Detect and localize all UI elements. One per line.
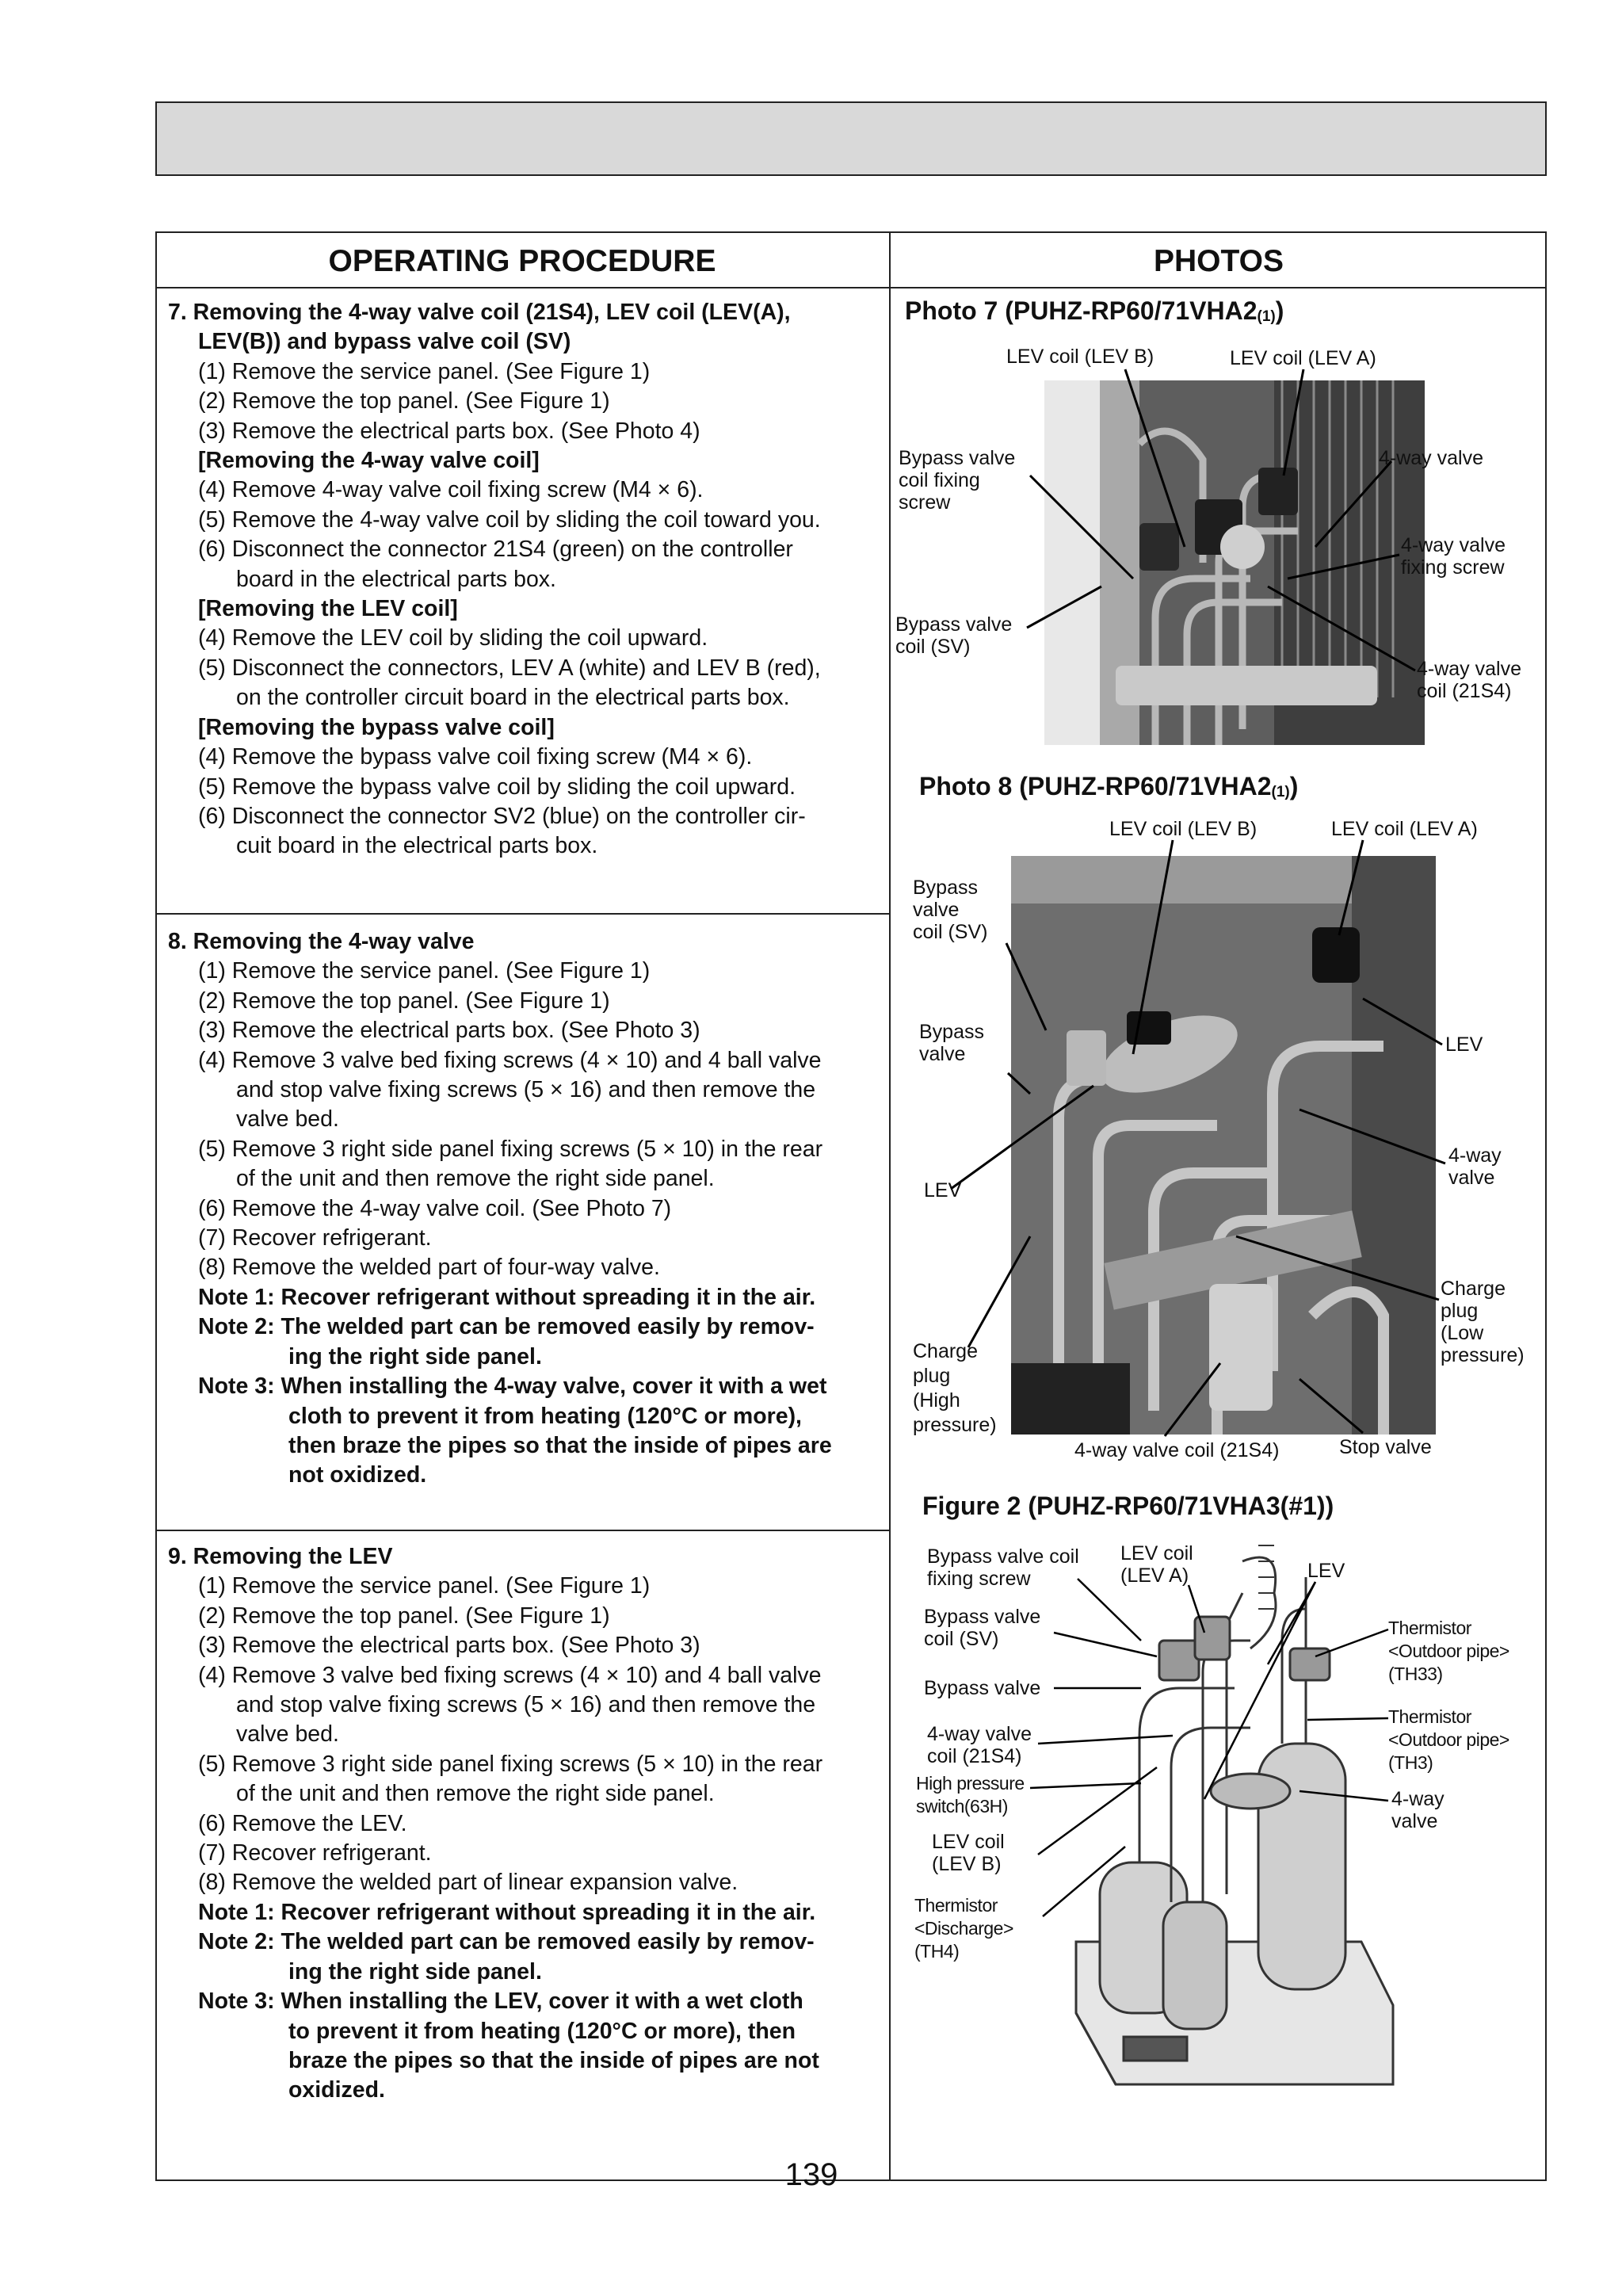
label-line: High pressure [916,1773,1025,1794]
figure-2-label-th4 [914,1894,1013,1963]
figure-2-label-th3 [1388,1706,1509,1775]
note: Note 2: The welded part can be removed easily by remov- [198,1314,815,1340]
label-line: valve [919,1043,966,1065]
note-cont: braze the pipes so that the inside of pipes are not [288,2047,819,2073]
label-line: Charge [1441,1278,1506,1300]
step: (5) Disconnect the connectors, LEV A (white) and LEV B (red), [198,655,821,681]
step-cont: of the unit and then remove the right side panel. [236,1166,715,1192]
step: (4) Remove the bypass valve coil fixing screw (M4 × 6). [198,744,753,770]
photo-7-illustration [1044,380,1425,745]
label-line: 4-way valve [1417,658,1521,680]
label-line: 4-way [1391,1788,1445,1810]
label-line: <Outdoor pipe> [1388,1641,1509,1661]
figure-2-illustration [1044,1530,1409,2116]
note-cont: ing the right side panel. [288,1343,542,1370]
step: (1) Remove the service panel. (See Figure 1) [198,358,651,384]
section-8-procedure [168,927,886,1491]
note-cont: cloth to prevent it from heating (120°C or more), [288,1403,802,1429]
label-line: Bypass valve [924,1606,1041,1628]
photo-7-title [905,296,1284,326]
photo-7-label-4way-valve: 4-way valve [1379,447,1483,469]
header-bar [155,101,1547,176]
step: (2) Remove the top panel. (See Figure 1) [198,988,610,1014]
label-line: (TH3) [1388,1752,1433,1773]
label-line: <Outdoor pipe> [1388,1729,1509,1750]
column-divider [889,231,891,2181]
step-cont: on the controller circuit board in the electrical parts box. [236,685,790,711]
step: (7) Recover refrigerant. [198,1840,432,1866]
label-line: coil (21S4) [1417,680,1512,702]
label-line: Bypass valve [899,447,1016,469]
label-line: switch(63H) [916,1796,1008,1817]
step-cont: board in the electrical parts box. [236,566,556,592]
section-7-procedure [168,298,886,861]
step: (6) Disconnect the connector 21S4 (green) on the controller [198,537,793,563]
label-line: valve [1448,1167,1495,1189]
note-cont: to prevent it from heating (120°C or more), then [288,2018,796,2044]
label-line: 4-way valve [927,1723,1032,1745]
photo-7-label-4way-screw [1401,534,1506,579]
photo-8-label-bypass-coil [913,877,987,943]
step: (5) Remove 3 right side panel fixing screws (5 × 10) in the rear [198,1136,823,1162]
step: (4) Remove 3 valve bed fixing screws (4 × 10) and 4 ball valve [198,1047,822,1073]
step-cont: and stop valve fixing screws (5 × 16) and then remove the [236,1692,816,1718]
figure-2-label-lev: LEV [1307,1560,1345,1582]
header-row-divider [155,287,1547,288]
page-number: 139 [784,2157,838,2192]
label-line: fixing screw [927,1568,1031,1590]
label-line: plug [1441,1300,1479,1322]
step: (8) Remove the welded part of linear expansion valve. [198,1870,738,1896]
photo-8-label-lev-b: LEV coil (LEV B) [1109,818,1258,840]
section-divider-7-8 [155,913,891,915]
photo-7-title-text: Photo 7 (PUHZ-RP60/71VHA2 [905,296,1258,325]
photo-7-label-bypass-coil [895,613,1012,658]
step: (3) Remove the electrical parts box. (See Photo 3) [198,1018,700,1044]
label-line: Bypass [919,1021,984,1043]
photo-8-image [1011,856,1436,1435]
note-cont: then braze the pipes so that the inside of pipes are [288,1432,832,1458]
section-9-title: 9. Removing the LEV [168,1544,393,1569]
label-line: Charge [913,1340,978,1362]
label-line: coil (21S4) [927,1745,1022,1767]
step: (5) Remove the 4-way valve coil by sliding the coil toward you. [198,506,821,533]
label-line: valve [913,899,960,921]
photo-7-label-lev-b: LEV coil (LEV B) [1006,346,1154,368]
photo-8-label-stop-valve: Stop valve [1339,1436,1432,1458]
figure-2-label-4way-coil [927,1723,1032,1767]
photo-7-label-4way-coil [1417,658,1521,702]
note: Note 3: When installing the LEV, cover it with a wet cloth [198,1988,803,2015]
label-line: Bypass [913,877,978,899]
label-line: LEV coil [932,1831,1005,1853]
label-line: 4-way [1448,1144,1502,1167]
photo-8-title-text: Photo 8 (PUHZ-RP60/71VHA2 [919,772,1272,800]
step: (4) Remove 4-way valve coil fixing screw (M4 × 6). [198,477,704,503]
label-line: Bypass valve coil [927,1545,1079,1568]
step: (2) Remove the top panel. (See Figure 1) [198,1603,610,1629]
figure-2-image [1044,1530,1409,2116]
step: (6) Remove the 4-way valve coil. (See Photo 7) [198,1195,672,1221]
subsection-heading: [Removing the bypass valve coil] [198,714,555,740]
photo-8-label-4way-valve [1448,1144,1502,1189]
figure-2-label-4way-valve [1391,1788,1445,1832]
section-9-procedure [168,1542,886,2106]
section-divider-8-9 [155,1530,891,1531]
label-line: <Discharge> [914,1918,1013,1939]
label-line: (LEV A) [1120,1564,1189,1587]
photo-8-label-lev-right: LEV [1445,1033,1483,1056]
label-line: (LEV B) [932,1853,1002,1875]
figure-2-label-bypass-screw [927,1545,1079,1590]
label-line: coil (SV) [895,636,971,658]
step: (3) Remove the electrical parts box. (See Photo 4) [198,418,700,444]
subsection-heading: [Removing the 4-way valve coil] [198,448,540,474]
figure-2-label-th33 [1388,1617,1509,1686]
photo-7-image [1044,380,1425,745]
procedure-column-heading: OPERATING PROCEDURE [328,244,716,278]
step: (4) Remove 3 valve bed fixing screws (4 × 10) and 4 ball valve [198,1662,822,1688]
figure-2-label-lev-coil-a [1120,1542,1193,1587]
step: (8) Remove the welded part of four-way valve. [198,1255,660,1281]
note-cont: oxidized. [288,2077,385,2103]
subsection-heading: [Removing the LEV coil] [198,596,458,622]
photo-7-title-end: ) [1275,296,1284,325]
label-line: fixing screw [1401,556,1505,579]
label-line: (TH4) [914,1941,960,1962]
photo-7-title-sub: (1) [1257,308,1276,325]
note: Note 2: The welded part can be removed easily by remov- [198,1929,815,1955]
step-cont: valve bed. [236,1721,339,1748]
step: (3) Remove the electrical parts box. (See Photo 3) [198,1633,700,1659]
photo-7-label-lev-a: LEV coil (LEV A) [1230,347,1376,369]
figure-2-title: Figure 2 (PUHZ-RP60/71VHA3(#1)) [922,1492,1334,1520]
step: (1) Remove the service panel. (See Figure 1) [198,1573,651,1599]
section-7-title-cont: LEV(B)) and bypass valve coil (SV) [198,329,571,355]
label-line: Thermistor [1388,1706,1471,1727]
step-cont: valve bed. [236,1106,339,1133]
note: Note 1: Recover refrigerant without spreading it in the air. [198,1899,816,1925]
label-line: 4-way valve [1401,534,1506,556]
label-line: valve [1391,1810,1438,1832]
step: (6) Disconnect the connector SV2 (blue) on the controller cir- [198,803,806,829]
photo-7-label-bypass-screw [899,447,1015,514]
step-cont: of the unit and then remove the right side panel. [236,1781,715,1807]
label-line: (TH33) [1388,1664,1443,1684]
label-line: coil (SV) [924,1628,999,1650]
label-line: Thermistor [1388,1618,1471,1638]
step: (5) Remove the bypass valve coil by sliding the coil upward. [198,774,796,800]
label-line: screw [899,491,951,514]
note-cont: not oxidized. [288,1462,427,1488]
label-line: pressure) [1441,1344,1525,1366]
figure-2-label-hp-switch [916,1772,1025,1818]
figure-2-label-lev-coil-b [932,1831,1005,1875]
label-line: Bypass valve [895,613,1013,636]
step: (7) Recover refrigerant. [198,1225,432,1251]
label-line: (High [913,1389,960,1412]
step-cont: cuit board in the electrical parts box. [236,833,598,859]
photo-8-label-charge-low [1441,1278,1525,1366]
label-line: coil (SV) [913,921,988,943]
label-line: (Low [1441,1322,1484,1344]
step: (2) Remove the top panel. (See Figure 1) [198,388,610,415]
label-line: coil fixing [899,469,980,491]
photo-8-label-4way-coil: 4-way valve coil (21S4) [1074,1439,1280,1461]
label-line: plug [913,1365,951,1387]
section-7-title: 7. Removing the 4-way valve coil (21S4), LEV coil (LEV(A), [168,300,791,325]
photo-8-label-charge-high [913,1339,997,1438]
step: (5) Remove 3 right side panel fixing screws (5 × 10) in the rear [198,1751,823,1777]
step: (4) Remove the LEV coil by sliding the coil upward. [198,625,708,651]
photo-8-illustration [1011,856,1436,1435]
note-cont: ing the right side panel. [288,1958,542,1985]
label-line: LEV coil [1120,1542,1193,1564]
figure-2-label-bypass-valve: Bypass valve [924,1677,1041,1699]
label-line: pressure) [913,1414,997,1436]
photo-8-label-lev-a: LEV coil (LEV A) [1331,818,1478,840]
note: Note 1: Recover refrigerant without spreading it in the air. [198,1284,816,1310]
photo-8-label-lev-left: LEV [924,1179,962,1201]
step: (1) Remove the service panel. (See Figure 1) [198,958,651,984]
step: (6) Remove the LEV. [198,1810,407,1836]
photo-8-label-bypass-valve [919,1021,984,1065]
photo-8-title [919,772,1298,801]
label-line: Thermistor [914,1895,998,1916]
photo-8-title-end: ) [1289,772,1299,800]
note: Note 3: When installing the 4-way valve, cover it with a wet [198,1373,827,1400]
section-8-title: 8. Removing the 4-way valve [168,929,475,954]
photo-8-title-sub: (1) [1271,784,1290,800]
step-cont: and stop valve fixing screws (5 × 16) and then remove the [236,1077,816,1103]
figure-2-label-bypass-coil [924,1606,1040,1650]
photos-column-heading: PHOTOS [1154,244,1284,278]
